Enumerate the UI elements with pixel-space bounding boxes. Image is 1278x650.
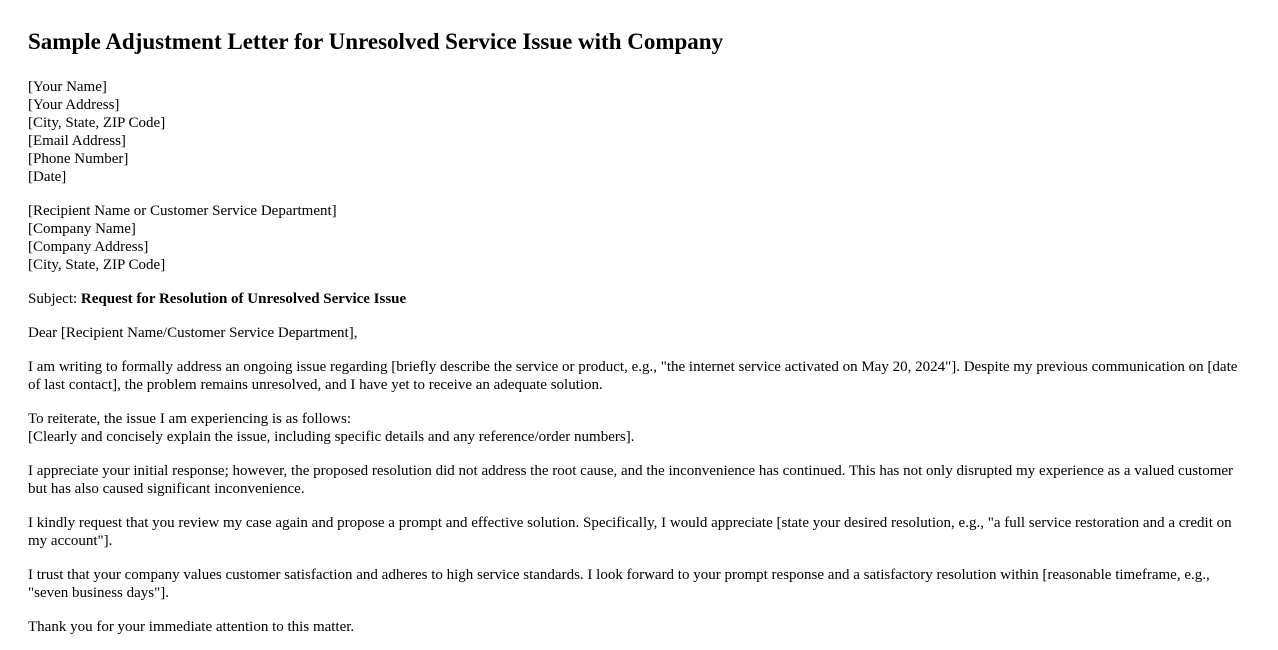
body-paragraph-4: I kindly request that you review my case again and propose a prompt and effective solution. Specifically, I would appreciate [state your desired resolution, e.g., "a full service restoration and a credit on my account"]. xyxy=(28,515,1232,549)
recipient-company: [Company Name] xyxy=(28,221,136,237)
subject-label: Subject: xyxy=(28,291,81,307)
body-paragraph-6: Thank you for your immediate attention to this matter. xyxy=(28,619,355,635)
recipient-company-address: [Company Address] xyxy=(28,239,149,255)
letter-date: [Date] xyxy=(28,169,67,185)
subject-line xyxy=(28,290,1250,308)
sender-phone: [Phone Number] xyxy=(28,151,129,167)
sender-name: [Your Name] xyxy=(28,79,107,95)
body-paragraph-3: I appreciate your initial response; however, the proposed resolution did not address the root cause, and the inconvenience has continued. This has not only disrupted my experience as a valued customer but has also caused significant inconvenience. xyxy=(28,463,1234,497)
body-paragraph-5: I trust that your company values customer satisfaction and adheres to high service standards. I look forward to your prompt response and a satisfactory resolution within [reasonable timeframe, e.g., "seven business days"]. xyxy=(28,567,1210,601)
sender-city-state-zip: [City, State, ZIP Code] xyxy=(28,115,166,131)
sender-address: [Your Address] xyxy=(28,97,120,113)
subject-text: Request for Resolution of Unresolved Service Issue xyxy=(80,291,407,307)
salutation: Dear [Recipient Name/Customer Service Department], xyxy=(28,325,358,341)
recipient-address-block xyxy=(28,202,1250,274)
body-paragraph-1: I am writing to formally address an ongoing issue regarding [briefly describe the service or product, e.g., "the internet service activated on May 20, 2024"]. Despite my previous communication on [date of last contact], the problem remains unresolved, and I have yet to receive an adequate solution. xyxy=(28,359,1238,393)
recipient-name: [Recipient Name or Customer Service Department] xyxy=(28,203,337,219)
sender-email: [Email Address] xyxy=(28,133,126,149)
recipient-city-state-zip: [City, State, ZIP Code] xyxy=(28,257,166,273)
issue-intro-line: To reiterate, the issue I am experiencing is as follows: xyxy=(28,411,352,427)
body-paragraph-2 xyxy=(28,410,1250,446)
sender-address-block xyxy=(28,78,1250,186)
page-title: Sample Adjustment Letter for Unresolved Service Issue with Company xyxy=(28,29,724,54)
issue-detail-line: [Clearly and concisely explain the issue, including specific details and any reference/order numbers]. xyxy=(28,429,635,445)
